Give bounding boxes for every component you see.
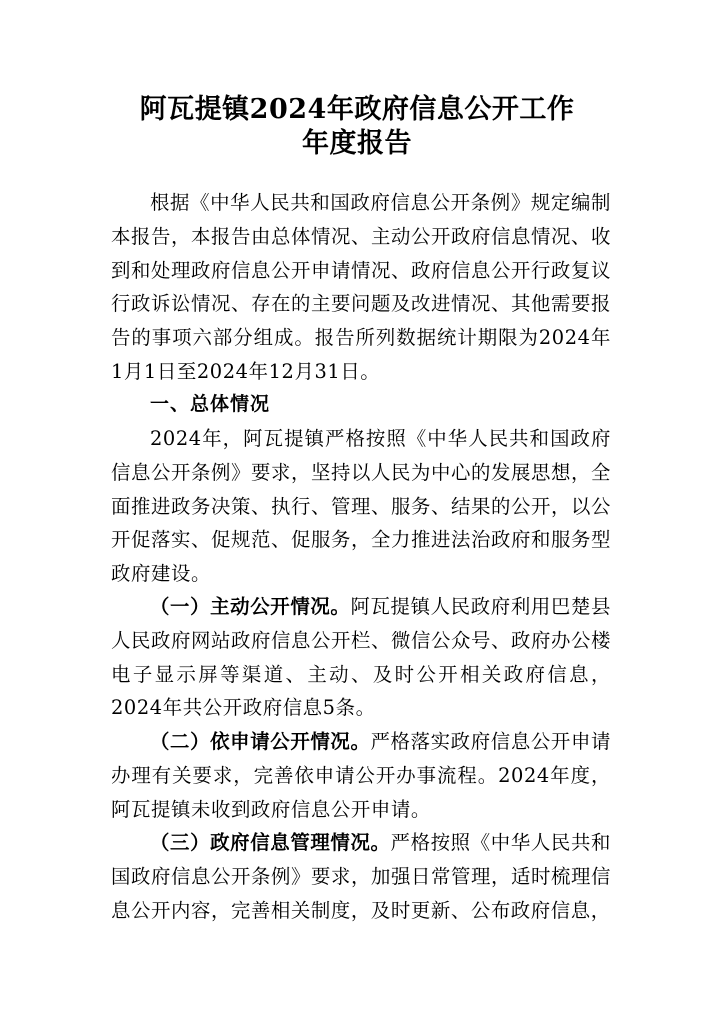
overview-paragraph: 2024年，阿瓦提镇严格按照《中华人民共和国政府信息公开条例》要求，坚持以人民为中心的发展思想，全面推进政务决策、执行、管理、服务、结果的公开，以公开促落实、促规范、促服务，全力推进法治政府和服务型政府建设。 (111, 427, 611, 586)
application-disclosure-text: 严格落实政府信息公开申请办理有关要求，完善依申请公开办事流程。2024年度，阿瓦提镇未收到政府信息公开申请。 (111, 730, 611, 821)
section-heading-overview: 一、总体情况 (150, 393, 271, 415)
proactive-disclosure-text: 阿瓦提镇人民政府利用巴楚县人民政府网站政府信息公开栏、微信公众号、政府办公楼电子显示屏等渠道、主动、及时公开相关政府信息，2024年共公开政府信息5条。 (111, 595, 611, 720)
proactive-disclosure-heading: （一）主动公开情况。 (150, 595, 351, 618)
info-management-heading: （三）政府信息管理情况。 (150, 831, 391, 854)
document-title-line1: 阿瓦提镇2024年政府信息公开工作 (139, 94, 575, 125)
info-management-paragraph (111, 826, 611, 927)
document-title-line2: 年度报告 (302, 128, 412, 159)
application-disclosure-heading: （二）依申请公开情况。 (150, 730, 371, 753)
intro-paragraph: 根据《中华人民共和国政府信息公开条例》规定编制本报告，本报告由总体情况、主动公开政府信息情况、收到和处理政府信息公开申请情况、政府信息公开行政复议行政诉讼情况、存在的主要问题及改进情况、其他需要报告的事项六部分组成。报告所列数据统计期限为2024年1月1日至2024年12月31日。 (111, 191, 611, 383)
proactive-disclosure-paragraph (111, 590, 611, 725)
info-management-text: 严格按照《中华人民共和国政府信息公开条例》要求，加强日常管理，适时梳理信息公开内容，完善相关制度，及时更新、公布政府信息， (111, 831, 611, 922)
application-disclosure-paragraph (111, 725, 611, 826)
